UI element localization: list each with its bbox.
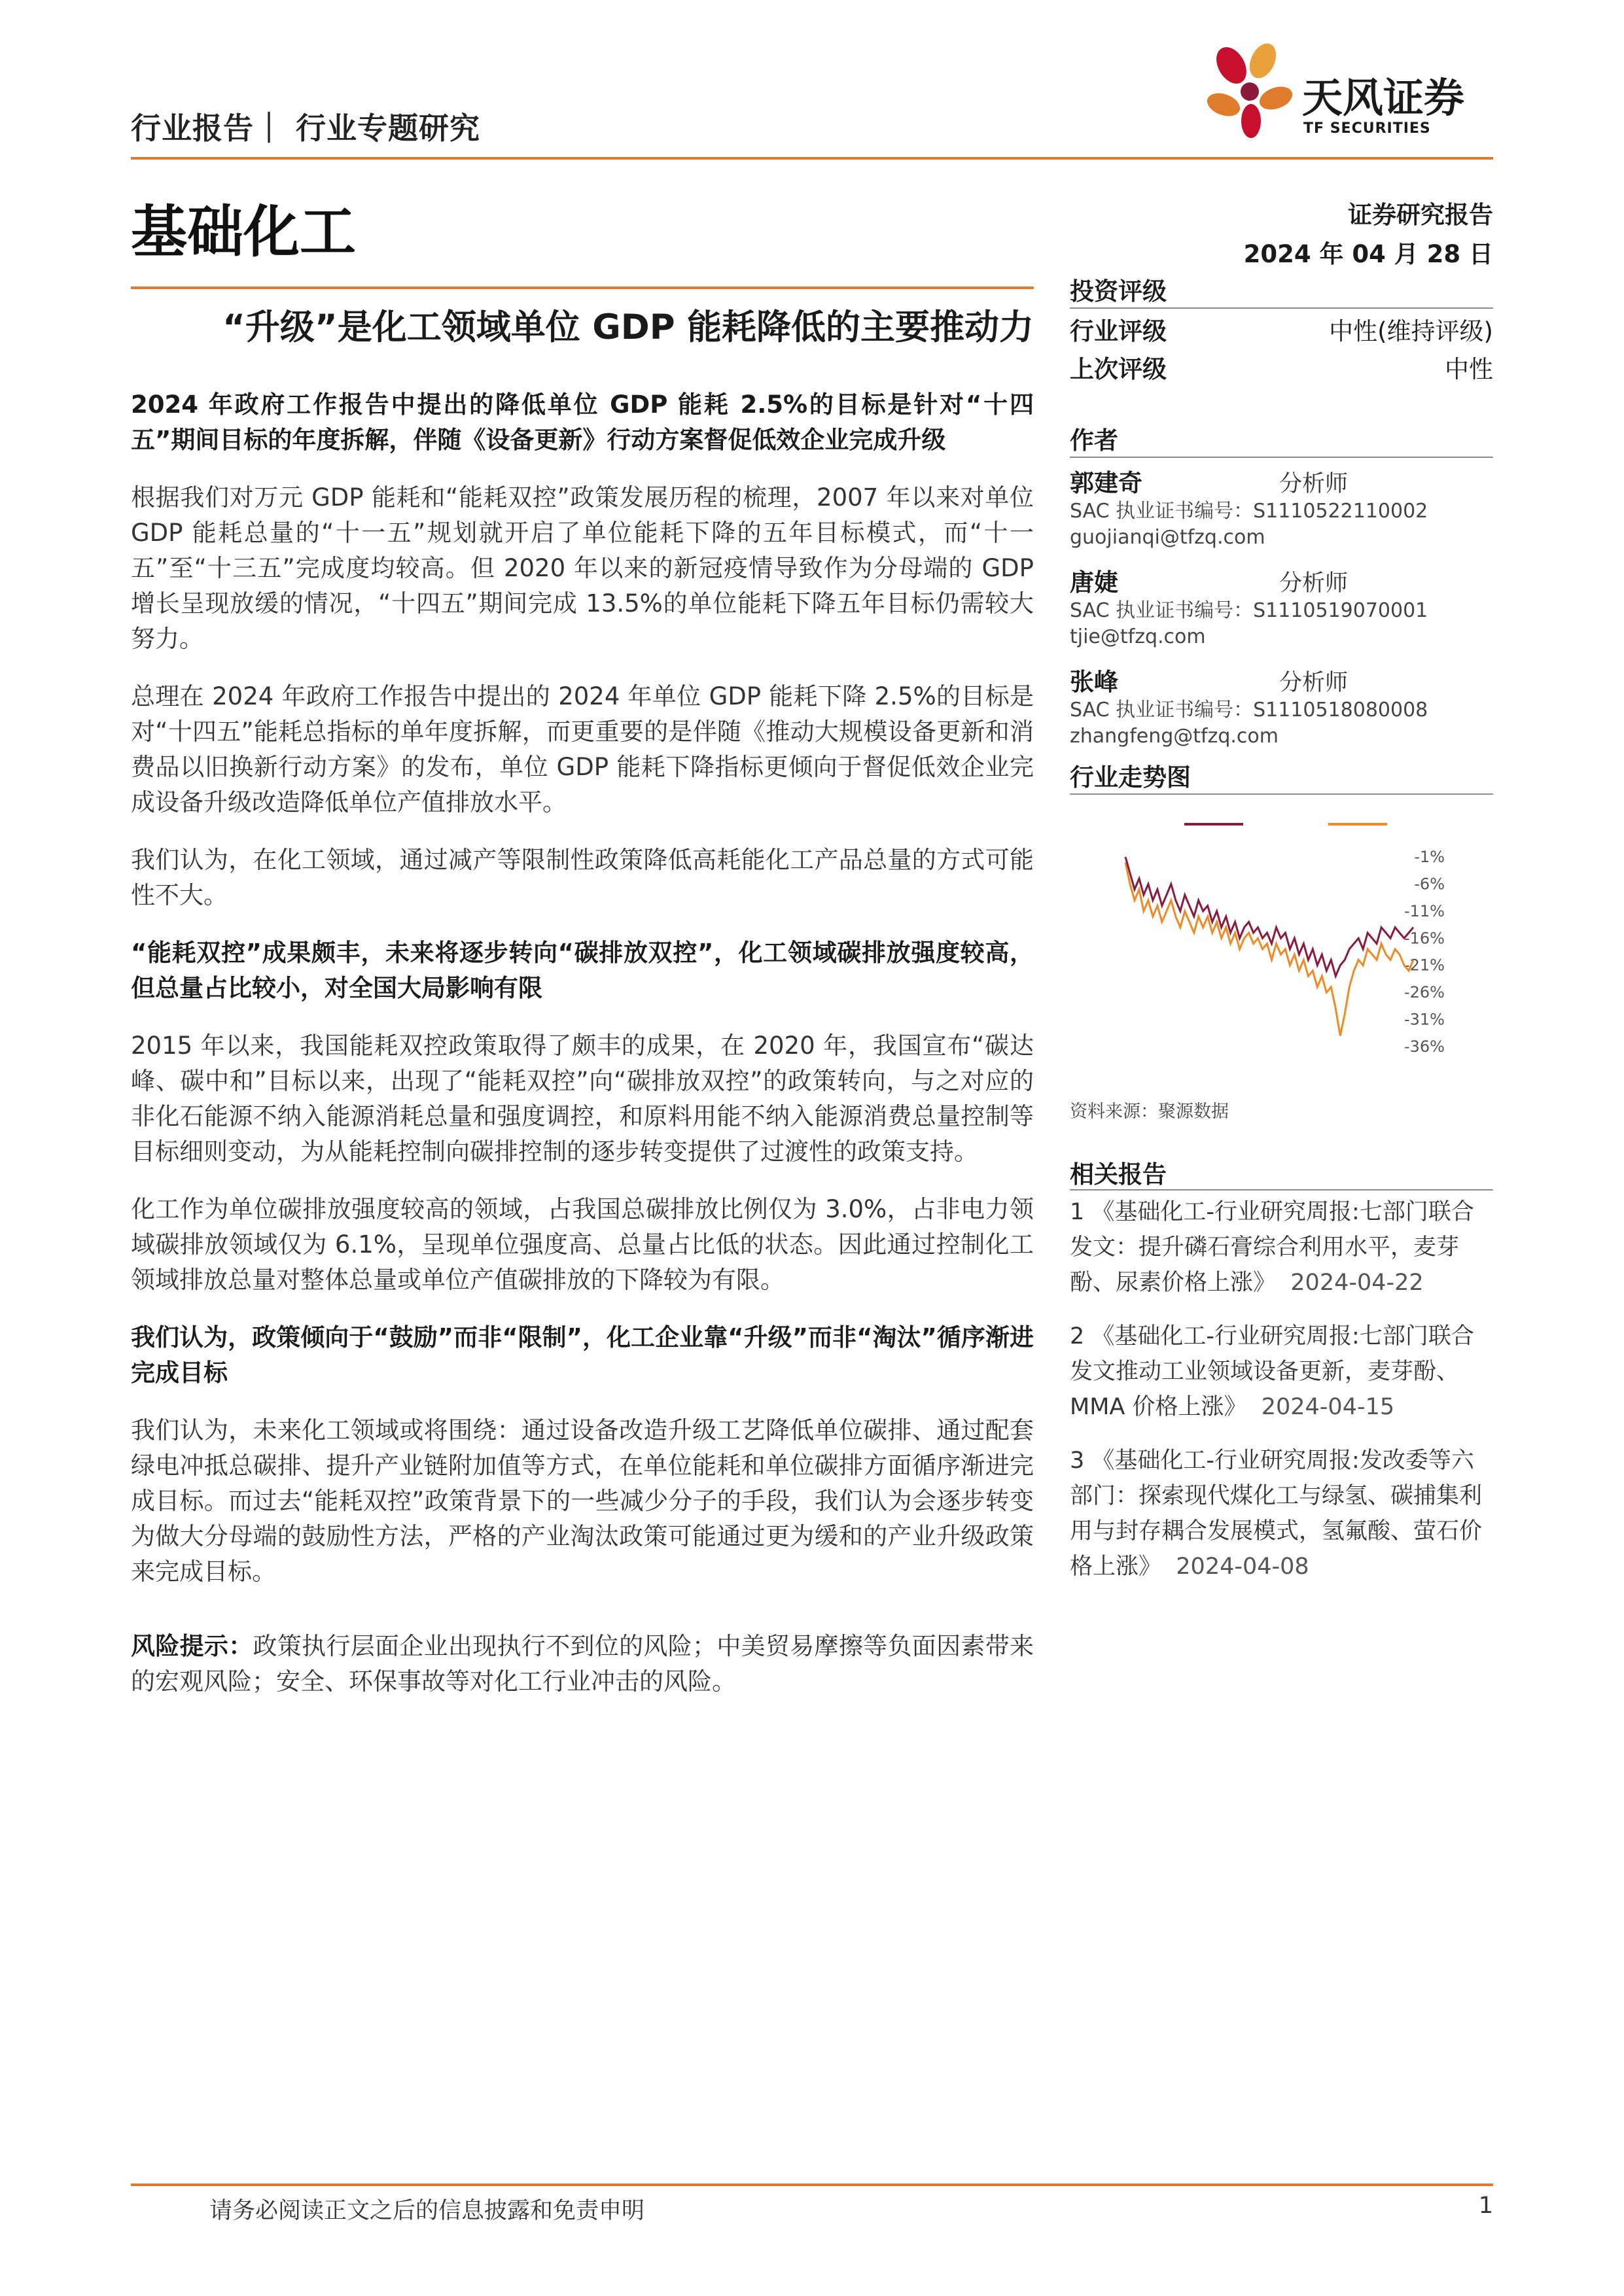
rating-title: 投资评级 bbox=[1070, 277, 1167, 305]
trend-rule bbox=[1070, 793, 1493, 795]
related-report[interactable] bbox=[1070, 1319, 1493, 1425]
subheading-3: 我们认为，政策倾向于“鼓励”而非“限制”，化工企业靠“升级”而非“淘汰”循序渐进完成目标 bbox=[131, 1323, 1034, 1387]
author-role: 分析师 bbox=[1279, 670, 1349, 696]
y-tick-label: -6% bbox=[1414, 875, 1445, 894]
author-item bbox=[1070, 662, 1493, 750]
related-report[interactable] bbox=[1070, 1194, 1493, 1300]
logo-subtitle: TF SECURITIES bbox=[1303, 120, 1431, 137]
trend-title: 行业走势图 bbox=[1070, 763, 1191, 791]
rating-rule bbox=[1070, 307, 1493, 309]
chart-source: 资料来源：聚源数据 bbox=[1070, 1102, 1229, 1122]
paragraph-5: 化工作为单位碳排放强度较高的领域，占我国总碳排放比例仅为 3.0%，占非电力领域碳排放领域仅为 6.1%，呈现单位强度高、总量占比低的状态。因此通过控制化工领域排放总量对整体总量或单位产值碳排放的下降较为有限。 bbox=[131, 1195, 1034, 1294]
report-type: 证券研究报告 bbox=[1348, 201, 1493, 229]
paragraph-4: 2015 年以来，我国能耗双控政策取得了颇丰的成果，在 2020 年，我国宣布“碳达峰、碳中和”目标以来，出现了“能耗双控”向“碳排放双控”的政策转向，与之对应的非化石能源不纳入能源消耗总量和强度调控，和原料用能不纳入能源消费总量控制等目标细则变动，为从能耗控制向碳排控制的逐步转变提供了过渡性的政策支持。 bbox=[131, 1032, 1034, 1166]
risk-label: 风险提示： bbox=[131, 1632, 253, 1660]
subheading-2: “能耗双控”成果颇丰，未来将逐步转向“碳排放双控”，化工领域碳排放强度较高，但总量占比较小，对全国大局影响有限 bbox=[131, 939, 1034, 1002]
prev-rating-label: 上次评级 bbox=[1070, 355, 1167, 383]
sector-title: 基础化工 bbox=[131, 200, 356, 265]
author-cert: SAC 执业证书编号：S1110518080008 bbox=[1070, 699, 1428, 722]
related-report-title: 1 《基础化工-行业研究周报:七部门联合发文：提升磷石膏综合利用水平，麦芽酚、尿素价格上涨》 bbox=[1070, 1199, 1474, 1296]
related-report-date: 2024-04-08 bbox=[1176, 1554, 1309, 1580]
industry-rating-value: 中性(维持评级) bbox=[1329, 317, 1493, 345]
y-tick-label: -11% bbox=[1403, 901, 1445, 920]
trend-chart bbox=[1112, 811, 1479, 1060]
prev-rating-value: 中性 bbox=[1445, 355, 1493, 383]
author-role: 分析师 bbox=[1279, 570, 1349, 597]
industry-rating-row bbox=[1070, 313, 1493, 351]
author-email[interactable]: zhangfeng@tfzq.com bbox=[1070, 725, 1279, 748]
paragraph-1: 根据我们对万元 GDP 能耗和“能耗双控”政策发展历程的梳理，2007 年以来对单位 GDP 能耗总量的“十一五”规划就开启了单位能耗下降的五年目标模式，而“十一五”至“十三五”完成度均较高。但 2020 年以来的新冠疫情导致作为分母端的 GDP 增长呈现放缓的情况，“十四五”期间完成 13.5%的单位能耗下降五年目标仍需较大努力。 bbox=[131, 483, 1034, 653]
report-date: 2024 年 04 月 28 日 bbox=[1243, 240, 1493, 268]
y-tick-label: -16% bbox=[1403, 929, 1445, 948]
y-tick-label: -26% bbox=[1403, 983, 1445, 1002]
series-line-0 bbox=[1125, 857, 1413, 976]
paragraph-6: 我们认为，未来化工领域或将围绕：通过设备改造升级工艺降低单位碳排、通过配套绿电冲抵总碳排、提升产业链附加值等方式，在单位能耗和单位碳排方面循序渐进完成目标。而过去“能耗双控”政策背景下的一些减少分子的手段，我们认为会逐步转变为做大分母端的鼓励性方法，严格的产业淘汰政策可能通过更为缓和的产业升级政策来完成目标。 bbox=[131, 1416, 1034, 1586]
risk-warning bbox=[131, 1629, 1034, 1699]
related-report[interactable] bbox=[1070, 1443, 1493, 1584]
title-rule bbox=[131, 287, 1034, 289]
y-tick-label: -21% bbox=[1403, 956, 1445, 975]
author-cert: SAC 执业证书编号：S1110519070001 bbox=[1070, 599, 1428, 622]
author-email[interactable]: tjie@tfzq.com bbox=[1070, 625, 1206, 648]
breadcrumb: 行业报告｜ 行业专题研究 bbox=[131, 111, 481, 146]
footer-rule bbox=[131, 2183, 1493, 2186]
rating-section bbox=[1070, 271, 1493, 307]
author-cert: SAC 执业证书编号：S1110522110002 bbox=[1070, 500, 1428, 523]
industry-rating-label: 行业评级 bbox=[1070, 317, 1167, 345]
lead-paragraph: 2024 年政府工作报告中提出的降低单位 GDP 能耗 2.5%的目标是针对“十四五”期间目标的年度拆解，伴随《设备更新》行动方案督促低效企业完成升级 bbox=[131, 391, 1034, 454]
authors-section bbox=[1070, 421, 1493, 456]
trend-chart-svg bbox=[1112, 811, 1479, 1060]
related-rule bbox=[1070, 1189, 1493, 1191]
author-name: 张峰 bbox=[1070, 668, 1118, 696]
header-rule bbox=[131, 157, 1493, 160]
related-report-date: 2024-04-22 bbox=[1290, 1270, 1424, 1296]
related-report-title: 2 《基础化工-行业研究周报:七部门联合发文推动工业领域设备更新，麦芽酚、MMA 价格上涨》 bbox=[1070, 1323, 1474, 1420]
author-role: 分析师 bbox=[1279, 471, 1349, 497]
related-section bbox=[1070, 1155, 1493, 1190]
risk-text: 政策执行层面企业出现执行不到位的风险；中美贸易摩擦等负面因素带来的宏观风险；安全、环保事故等对化工行业冲击的风险。 bbox=[131, 1632, 1034, 1696]
rating-rows bbox=[1070, 313, 1493, 389]
author-item bbox=[1070, 563, 1493, 650]
related-report-title: 3 《基础化工-行业研究周报:发改委等六部门：探索现代煤化工与绿氢、碳捕集利用与封存耦合发展模式，氢氟酸、萤石价格上涨》 bbox=[1070, 1448, 1483, 1580]
y-tick-label: -1% bbox=[1414, 848, 1445, 866]
paragraph-3: 我们认为，在化工领域，通过减产等限制性政策降低高耗能化工产品总量的方式可能性不大。 bbox=[131, 846, 1034, 909]
prev-rating-row bbox=[1070, 351, 1493, 389]
authors-title: 作者 bbox=[1070, 426, 1118, 455]
author-email[interactable]: guojianqi@tfzq.com bbox=[1070, 526, 1265, 549]
page-number: 1 bbox=[1478, 2193, 1493, 2219]
related-title: 相关报告 bbox=[1070, 1160, 1167, 1189]
flower-icon bbox=[1204, 36, 1296, 147]
trend-section bbox=[1070, 757, 1493, 793]
author-name: 唐婕 bbox=[1070, 568, 1118, 597]
related-list bbox=[1070, 1194, 1493, 1603]
authors-list bbox=[1070, 463, 1493, 750]
tf-logo bbox=[1204, 36, 1296, 147]
related-report-date: 2024-04-15 bbox=[1261, 1394, 1395, 1420]
headline: “升级”是化工领域单位 GDP 能耗降低的主要推动力 bbox=[222, 307, 1034, 347]
logo-name: 天风证券 bbox=[1302, 74, 1465, 122]
author-item bbox=[1070, 463, 1493, 551]
y-tick-label: -36% bbox=[1403, 1037, 1445, 1056]
y-tick-label: -31% bbox=[1403, 1010, 1445, 1029]
paragraph-2: 总理在 2024 年政府工作报告中提出的 2024 年单位 GDP 能耗下降 2.5%的目标是对“十四五”能耗总指标的单年度拆解，而更重要的是伴随《推动大规模设备更新和消费品以旧换新行动方案》的发布，单位 GDP 能耗下降指标更倾向于督促低效企业完成设备升级改造降低单位产值排放水平。 bbox=[131, 682, 1034, 816]
disclaimer-note: 请务必阅读正文之后的信息披露和免责申明 bbox=[209, 2198, 645, 2224]
authors-rule bbox=[1070, 457, 1493, 458]
author-name: 郭建奇 bbox=[1070, 469, 1142, 497]
main-content bbox=[131, 387, 1034, 1699]
